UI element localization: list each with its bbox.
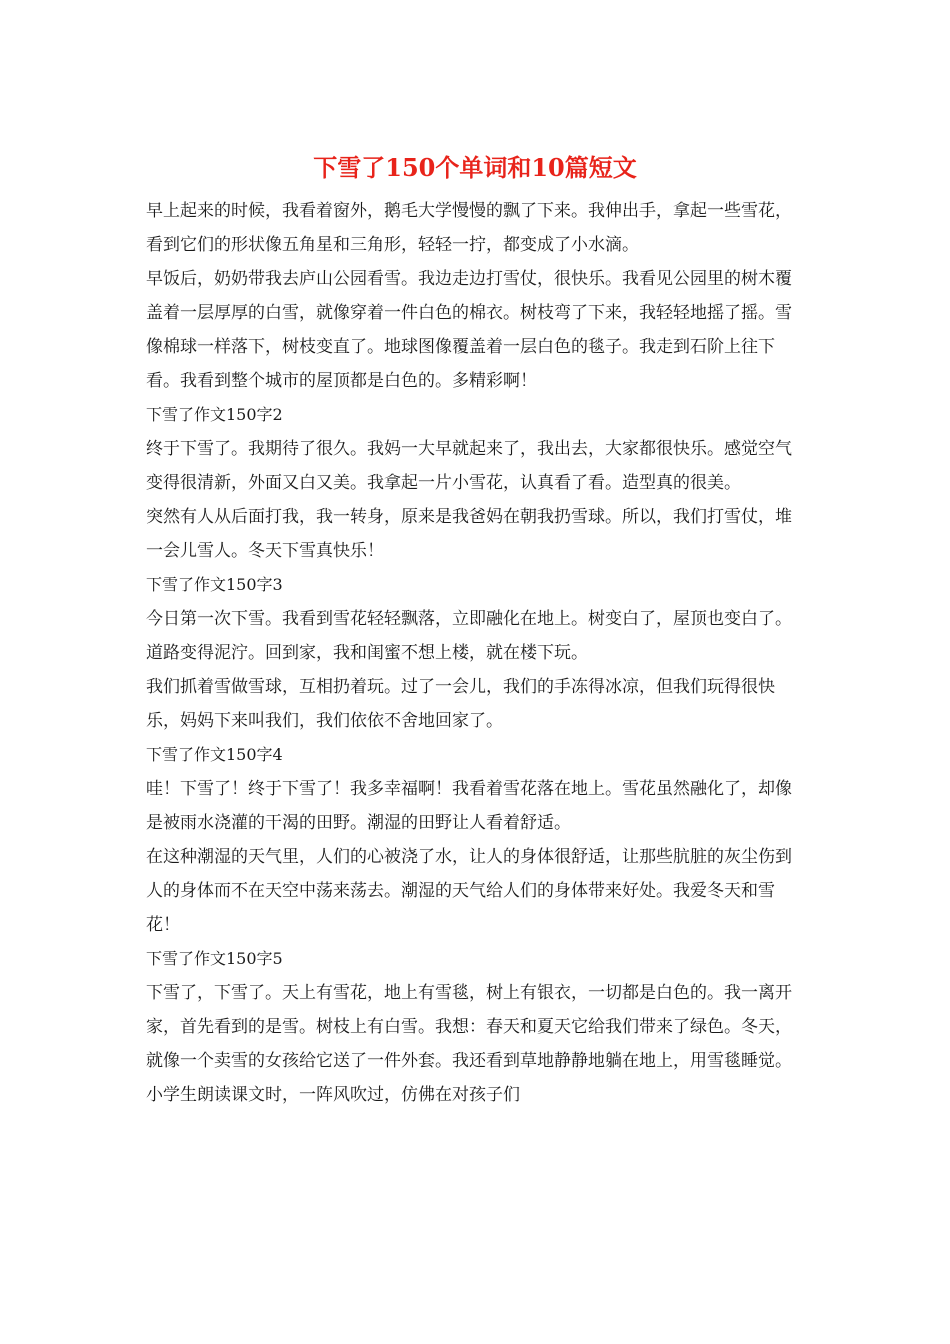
paragraph-9: 下雪了，下雪了。天上有雪花，地上有雪毯，树上有银衣，一切都是白色的。我一离开家，首先看到的是雪。树枝上有白雪。我想：春天和夏天它给我们带来了绿色。冬天，就像一个卖雪的女孩给它送了一件外套。我还看到草地静静地躺在地上，用雪毯睡觉。小学生朗读课文时，一阵风吹过，仿佛在对孩子们 bbox=[146, 983, 792, 1105]
paragraph-2: 早饭后，奶奶带我去庐山公园看雪。我边走边打雪仗，很快乐。我看见公园里的树木覆盖着一层厚厚的白雪，就像穿着一件白色的棉衣。树枝弯了下来，我轻轻地摇了摇。雪像棉球一样落下，树枝变直了。地球图像覆盖着一层白色的毯子。我走到石阶上往下看。我看到整个城市的屋顶都是白色的。多精彩啊！ bbox=[146, 269, 792, 391]
paragraph-6: 我们抓着雪做雪球，互相扔着玩。过了一会儿，我们的手冻得冰凉，但我们玩得很快乐，妈妈下来叫我们，我们依依不舍地回家了。 bbox=[146, 677, 775, 731]
paragraph-1: 早上起来的时候，我看着窗外，鹅毛大学慢慢的飘了下来。我伸出手，拿起一些雪花，看到它们的形状像五角星和三角形，轻轻一拧，都变成了小水滴。 bbox=[146, 201, 792, 255]
document-body bbox=[146, 194, 806, 1112]
paragraph-5: 今日第一次下雪。我看到雪花轻轻飘落，立即融化在地上。树变白了，屋顶也变白了。道路变得泥泞。回到家，我和闺蜜不想上楼，就在楼下玩。 bbox=[146, 609, 792, 663]
paragraph-3: 终于下雪了。我期待了很久。我妈一大早就起来了，我出去，大家都很快乐。感觉空气变得很清新，外面又白又美。我拿起一片小雪花，认真看了看。造型真的很美。 bbox=[146, 439, 792, 493]
section-heading-3: 下雪了作文150字3 bbox=[146, 575, 283, 594]
paragraph-4: 突然有人从后面打我，我一转身，原来是我爸妈在朝我扔雪球。所以，我们打雪仗，堆一会儿雪人。冬天下雪真快乐！ bbox=[146, 507, 792, 561]
paragraph-7: 哇！下雪了！终于下雪了！我多幸福啊！我看着雪花落在地上。雪花虽然融化了，却像是被雨水浇灌的干渴的田野。潮湿的田野让人看着舒适。 bbox=[146, 779, 792, 833]
section-heading-2: 下雪了作文150字2 bbox=[146, 405, 283, 424]
paragraph-8: 在这种潮湿的天气里，人们的心被浇了水，让人的身体很舒适，让那些肮脏的灰尘伤到人的身体而不在天空中荡来荡去。潮湿的天气给人们的身体带来好处。我爱冬天和雪花！ bbox=[146, 847, 792, 935]
section-heading-5: 下雪了作文150字5 bbox=[146, 949, 283, 968]
document-title: 下雪了150个单词和10篇短文 bbox=[313, 153, 637, 182]
section-heading-4: 下雪了作文150字4 bbox=[146, 745, 283, 764]
